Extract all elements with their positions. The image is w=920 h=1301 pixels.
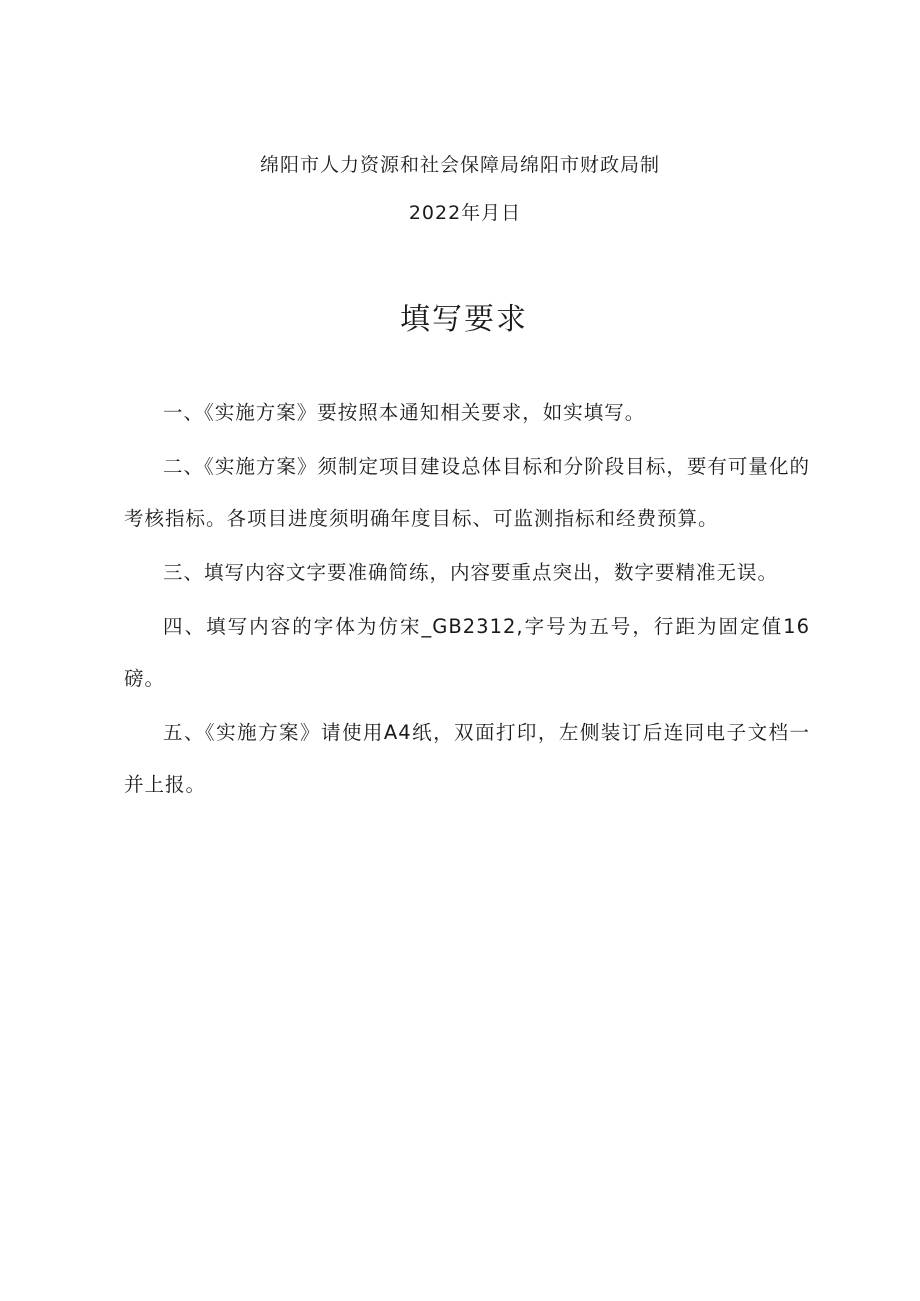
section-title: 填写要求 xyxy=(400,302,528,337)
date-line: 2022年月日 xyxy=(408,202,522,224)
requirement-paragraph-5: 五、《实施方案》请使用A4纸，双面打印，左侧装订后连同电子文档一并上报。 xyxy=(124,721,810,796)
requirement-paragraph-1: 一、《实施方案》要按照本通知相关要求，如实填写。 xyxy=(163,401,646,424)
requirement-paragraph-4: 四、填写内容的字体为仿宋_GB2312,字号为五号，行距为固定值16磅。 xyxy=(124,615,810,690)
requirements-body xyxy=(124,387,810,813)
requirement-paragraph-3: 三、填写内容文字要准确简练，内容要重点突出，数字要精准无误。 xyxy=(163,561,779,584)
issuer-line: 绵阳市人力资源和社会保障局绵阳市财政局制 xyxy=(259,154,660,176)
requirement-paragraph-2: 二、《实施方案》须制定项目建设总体目标和分阶段目标，要有可量化的考核指标。各项目进度须明确年度目标、可监测指标和经费预算。 xyxy=(124,455,810,530)
